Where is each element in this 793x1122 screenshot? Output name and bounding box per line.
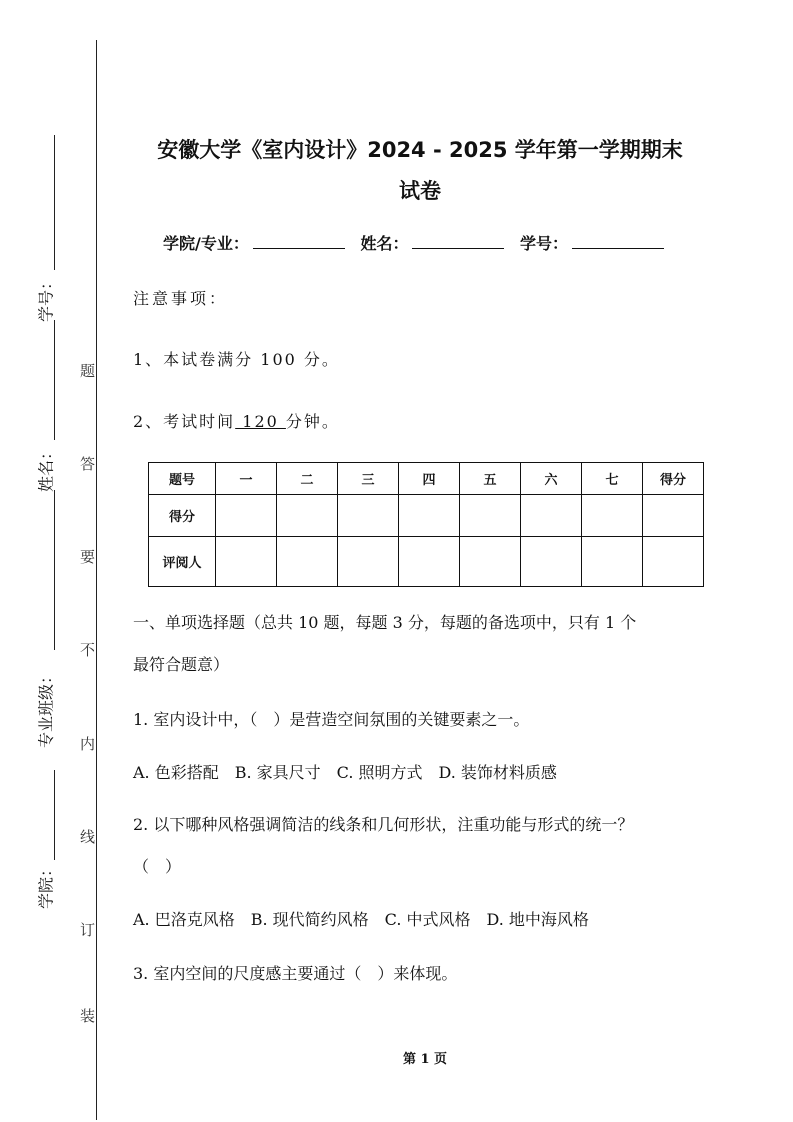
header-cell: 七 [582, 463, 643, 495]
section1-title: 一、单项选择题（总共 10 题，每题 3 分，每题的备选项中，只有 1 个 [133, 613, 637, 632]
score-cell [582, 495, 643, 537]
seal-char: 题 [80, 362, 96, 380]
seal-char: 不 [80, 641, 96, 659]
grader-cell [643, 537, 704, 587]
name-field[interactable] [412, 234, 504, 249]
question-2-options: A. 巴洛克风格 B. 现代简约风格 C. 中式风格 D. 地中海风格 [133, 910, 589, 929]
exam-duration: 120 [235, 412, 286, 431]
header-cell: 四 [399, 463, 460, 495]
id-label: 学号： [520, 234, 569, 253]
question-3: 3. 室内空间的尺度感主要通过（ ）来体现。 [133, 964, 458, 983]
margin-label-class: 专业班级： [36, 667, 56, 749]
fill-line [54, 490, 55, 650]
grader-cell [216, 537, 277, 587]
header-cell: 六 [521, 463, 582, 495]
title-line1: 安徽大学《室内设计》2024 - 2025 学年第一学期期末 [157, 138, 683, 162]
header-cell: 五 [460, 463, 521, 495]
college-label: 学院/专业： [163, 234, 249, 253]
seal-char: 要 [80, 548, 96, 566]
score-cell [521, 495, 582, 537]
question-2: 2. 以下哪种风格强调简洁的线条和几何形状，注重功能与形式的统一？ [133, 815, 634, 834]
grader-cell [582, 537, 643, 587]
notes-heading: 注意事项： [133, 289, 229, 308]
row-label: 得分 [149, 495, 216, 537]
fill-line [54, 135, 55, 270]
grader-cell [460, 537, 521, 587]
seal-char: 内 [80, 735, 96, 753]
note-2-text: 2、考试时间 [133, 412, 236, 431]
section1-title-cont: 最符合题意） [133, 655, 230, 674]
seal-char: 线 [80, 828, 96, 846]
score-cell [277, 495, 338, 537]
header-cell: 得分 [643, 463, 704, 495]
fill-line [54, 770, 55, 860]
title-line2: 试卷 [399, 179, 441, 203]
seal-char: 订 [80, 921, 96, 939]
question-1: 1. 室内设计中，（ ）是营造空间氛围的关键要素之一。 [133, 710, 530, 729]
header-cell: 二 [277, 463, 338, 495]
note-1: 1、本试卷满分 100 分。 [133, 350, 340, 369]
score-cell [399, 495, 460, 537]
score-cell [460, 495, 521, 537]
score-cell [643, 495, 704, 537]
binding-line [96, 40, 97, 1120]
seal-char: 装 [80, 1007, 96, 1025]
page-number: 第 1 页 [402, 1052, 448, 1067]
grader-cell [277, 537, 338, 587]
score-cell [216, 495, 277, 537]
grader-cell [399, 537, 460, 587]
student-info [163, 231, 674, 254]
id-field[interactable] [572, 234, 664, 249]
question-2-bracket: （ ） [133, 857, 182, 876]
margin-label-name: 姓名： [36, 443, 56, 493]
margin-label-college: 学院： [36, 860, 56, 910]
header-cell: 一 [216, 463, 277, 495]
name-label: 姓名： [360, 234, 409, 253]
header-cell: 题号 [149, 463, 216, 495]
note-2 [133, 409, 340, 432]
question-1-options: A. 色彩搭配 B. 家具尺寸 C. 照明方式 D. 装饰材料质感 [133, 763, 557, 782]
grader-cell [521, 537, 582, 587]
fill-line [54, 320, 55, 440]
row-label: 评阅人 [149, 537, 216, 587]
college-field[interactable] [253, 234, 345, 249]
margin-label-id: 学号： [36, 273, 56, 323]
header-cell: 三 [338, 463, 399, 495]
score-cell [338, 495, 399, 537]
seal-char: 答 [80, 455, 96, 473]
score-table [148, 462, 704, 587]
grader-cell [338, 537, 399, 587]
note-2-unit: 分钟。 [285, 412, 340, 431]
